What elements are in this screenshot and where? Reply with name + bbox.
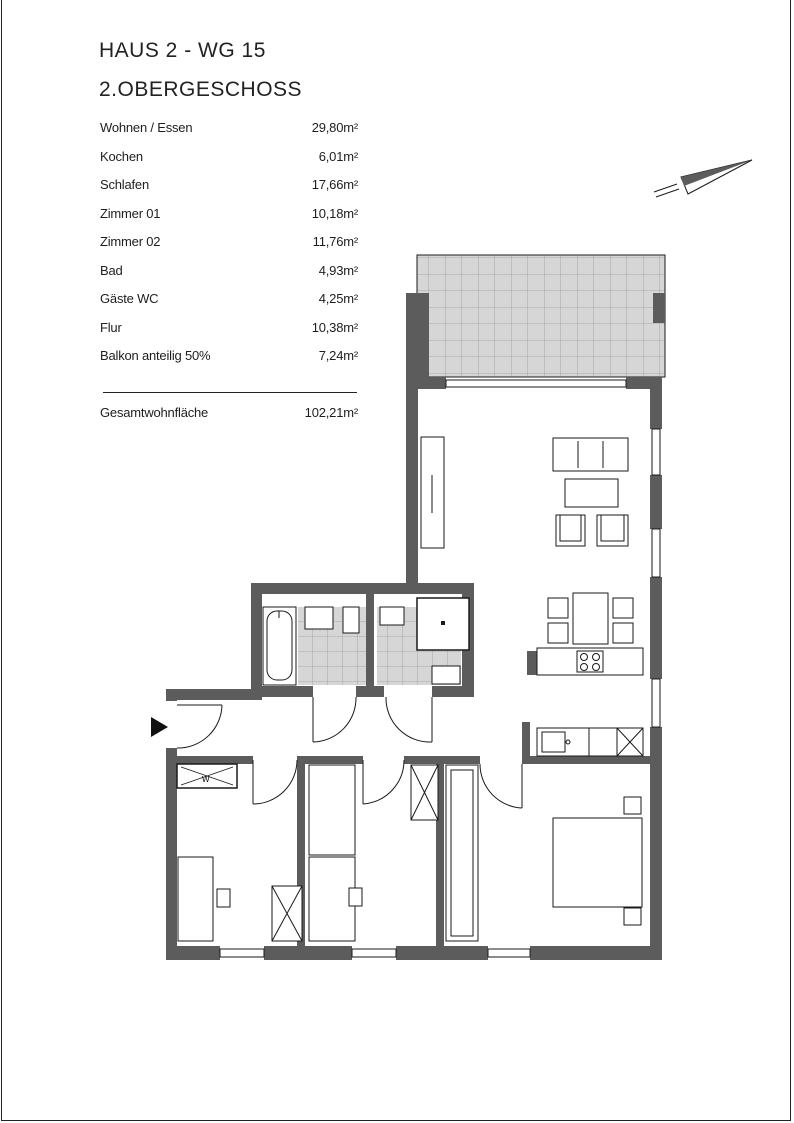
wc-sink (432, 666, 460, 684)
room-area: 7,24m² (318, 348, 358, 363)
north-arrow-icon (654, 160, 752, 197)
room-name: Zimmer 02 (100, 234, 161, 249)
room-area: 4,93m² (318, 262, 358, 278)
page-title: HAUS 2 - WG 15 (99, 39, 266, 62)
room-name: Wohnen / Essen (100, 120, 193, 135)
room-area: 17,66m² (311, 177, 358, 192)
kitchen (527, 648, 643, 756)
room-area: 10,18m² (311, 205, 358, 221)
room-name: Bad (100, 262, 123, 278)
balcony (406, 255, 665, 377)
room-name: Flur (100, 319, 122, 335)
floor-label: 2.OBERGESCHOSS (99, 78, 303, 101)
room-name: Kochen (100, 148, 143, 164)
bedroom-furniture (178, 765, 642, 941)
room-name: Gäste WC (100, 291, 159, 306)
shower (417, 598, 469, 650)
toilet (343, 607, 359, 633)
room-name: Schlafen (100, 177, 149, 192)
room-name: Zimmer 01 (100, 205, 161, 221)
room-area: 11,76m² (312, 234, 358, 249)
room-area: 29,80m² (311, 120, 358, 135)
bathtub (263, 607, 296, 685)
wm-label: W (202, 775, 210, 784)
entrance-arrow-icon (151, 717, 168, 737)
total-area: 102,21m² (304, 405, 358, 420)
room-area: 10,38m² (311, 319, 358, 335)
washbasin (305, 607, 333, 629)
total-label: Gesamtwohnfläche (100, 405, 209, 420)
room-name: Balkon anteilig 50% (100, 348, 211, 363)
room-area: 4,25m² (318, 291, 358, 306)
wc-toilet (380, 607, 404, 625)
room-area: 6,01m² (318, 148, 358, 164)
washing-machine (177, 764, 237, 788)
